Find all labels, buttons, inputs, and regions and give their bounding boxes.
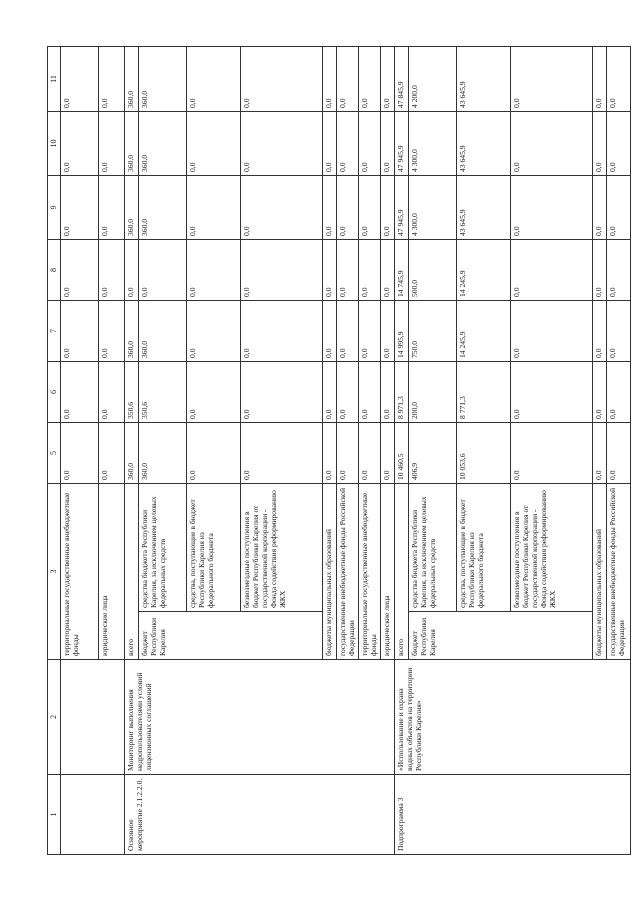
cell-value: 0,0 [139, 240, 187, 301]
cell-value: 0,0 [607, 176, 631, 240]
cell-value: 0,0 [381, 176, 395, 240]
cell-subprogram-name: Подпрограмма 3 [395, 775, 631, 855]
cell-value: 0,0 [61, 301, 99, 362]
cell-value: 0,0 [187, 301, 241, 362]
cell-value: 0,0 [511, 301, 593, 362]
budget-table [47, 46, 631, 855]
cell-col2 [61, 660, 125, 775]
cell-value: 0,0 [593, 176, 607, 240]
cell-value: 0,0 [593, 240, 607, 301]
cell-value: 0,0 [241, 47, 323, 112]
cell-value: 0,0 [381, 47, 395, 112]
cell-value: 360,0 [139, 301, 187, 362]
cell-value: 14 245,9 [457, 240, 511, 301]
cell-value: 0,0 [241, 240, 323, 301]
cell-value: 14 995,9 [395, 301, 409, 362]
cell-value: 350,6 [125, 362, 139, 423]
cell-value: 0,0 [359, 240, 381, 301]
cell-value: 0,0 [99, 112, 125, 176]
cell-value: 0,0 [381, 112, 395, 176]
cell-source: средства, поступающие в бюджет Республики Карелия из федерального бюджета [457, 484, 511, 612]
cell-value: 750,0 [409, 301, 457, 362]
cell-source: территориальные государственные внебюджетные фонды [61, 484, 99, 660]
cell-value: 360,0 [139, 47, 187, 112]
cell-value: 0,0 [593, 112, 607, 176]
header-col-11: 11 [48, 47, 61, 112]
cell-value: 0,0 [337, 47, 359, 112]
cell-value: 0,0 [359, 176, 381, 240]
table-row [125, 47, 139, 855]
cell-value: 360,0 [125, 301, 139, 362]
cell-value: 0,0 [511, 240, 593, 301]
header-col-6: 6 [48, 362, 61, 423]
cell-value: 360,0 [139, 112, 187, 176]
cell-value: 0,0 [99, 423, 125, 484]
rotated-table-wrapper [47, 47, 626, 855]
cell-value: 500,0 [409, 240, 457, 301]
cell-value: 0,0 [99, 240, 125, 301]
cell-value: 360,0 [139, 423, 187, 484]
cell-value: 0,0 [187, 47, 241, 112]
cell-value: 200,0 [409, 362, 457, 423]
cell-budget-group: бюджет Республики Карелия [409, 612, 593, 660]
cell-value: 0,0 [511, 47, 593, 112]
cell-measure-name: Основное мероприятие 2.1.2.2.0. [125, 775, 395, 855]
cell-value: 10 053,6 [457, 423, 511, 484]
cell-value: 0,0 [241, 423, 323, 484]
cell-value: 0,0 [381, 240, 395, 301]
cell-value: 0,0 [187, 240, 241, 301]
cell-value: 0,0 [99, 362, 125, 423]
cell-value: 0,0 [337, 112, 359, 176]
cell-value: 47 845,9 [395, 47, 409, 112]
cell-value: 0,0 [593, 47, 607, 112]
header-col-10: 10 [48, 112, 61, 176]
cell-value: 0,0 [241, 301, 323, 362]
cell-source: безвозмездные поступления в бюджет Республики Карелия от государственной корпорации - Фонда содействия реформированию ЖКХ [241, 484, 323, 612]
cell-source: государственные внебюджетные фонды Российской Федерации [607, 484, 631, 660]
cell-value: 14 745,9 [395, 240, 409, 301]
cell-value: 360,0 [125, 47, 139, 112]
cell-value: 0,0 [323, 240, 337, 301]
table-row [395, 47, 409, 855]
cell-value: 0,0 [337, 362, 359, 423]
header-row [48, 47, 61, 855]
cell-value: 0,0 [187, 423, 241, 484]
cell-value: 0,0 [359, 301, 381, 362]
cell-value: 0,0 [381, 362, 395, 423]
cell-value: 0,0 [511, 176, 593, 240]
cell-value: 0,0 [187, 112, 241, 176]
cell-value: 350,6 [139, 362, 187, 423]
header-col-9: 9 [48, 176, 61, 240]
cell-value: 0,0 [511, 423, 593, 484]
cell-col1 [61, 775, 125, 855]
cell-value: 0,0 [323, 362, 337, 423]
cell-value: 8 971,3 [395, 362, 409, 423]
cell-value: 360,0 [139, 176, 187, 240]
cell-value: 0,0 [61, 423, 99, 484]
cell-value: 0,0 [337, 301, 359, 362]
cell-value: 0,0 [607, 423, 631, 484]
cell-value: 0,0 [337, 423, 359, 484]
cell-value: 0,0 [593, 423, 607, 484]
cell-value: 0,0 [61, 47, 99, 112]
cell-value: 4 200,0 [409, 47, 457, 112]
cell-value: 0,0 [359, 362, 381, 423]
cell-value: 0,0 [359, 47, 381, 112]
cell-value: 43 645,9 [457, 176, 511, 240]
cell-source: средства бюджета Республики Карелия, за исключением целевых федеральных средств [409, 484, 457, 612]
header-col-7: 7 [48, 301, 61, 362]
cell-value: 0,0 [61, 176, 99, 240]
cell-value: 0,0 [241, 362, 323, 423]
cell-value: 0,0 [61, 362, 99, 423]
header-col-2: 2 [48, 660, 61, 775]
cell-value: 47 945,9 [395, 112, 409, 176]
cell-value: 0,0 [511, 362, 593, 423]
table-row [61, 47, 99, 855]
cell-source: всего [395, 484, 409, 660]
cell-source: средства, поступающие в бюджет Республики Карелия из федерального бюджета [187, 484, 241, 612]
cell-value: 0,0 [593, 301, 607, 362]
cell-value: 360,0 [125, 176, 139, 240]
cell-value: 4 300,0 [409, 176, 457, 240]
cell-value: 0,0 [323, 112, 337, 176]
header-col-1: 1 [48, 775, 61, 855]
header-col-3: 3 [48, 484, 61, 660]
cell-value: 0,0 [187, 176, 241, 240]
cell-value: 0,0 [607, 362, 631, 423]
cell-source: юридические лица [99, 484, 125, 660]
cell-value: 0,0 [607, 112, 631, 176]
cell-value: 0,0 [99, 47, 125, 112]
cell-value: 0,0 [381, 301, 395, 362]
cell-value: 0,0 [241, 112, 323, 176]
cell-value: 0,0 [337, 240, 359, 301]
cell-value: 0,0 [99, 176, 125, 240]
cell-value: 43 645,9 [457, 47, 511, 112]
cell-value: 0,0 [61, 112, 99, 176]
cell-source: бюджеты муниципальных образований [593, 484, 607, 660]
cell-source: юридические лица [381, 484, 395, 660]
cell-budget-group: бюджет Республики Карелия [139, 612, 323, 660]
cell-value: 47 945,9 [395, 176, 409, 240]
cell-value: 406,9 [409, 423, 457, 484]
cell-value: 43 645,9 [457, 112, 511, 176]
cell-value: 0,0 [607, 47, 631, 112]
cell-value: 0,0 [323, 423, 337, 484]
cell-value: 0,0 [511, 112, 593, 176]
cell-value: 0,0 [241, 176, 323, 240]
cell-value: 0,0 [323, 47, 337, 112]
cell-value: 0,0 [323, 301, 337, 362]
cell-value: 14 245,9 [457, 301, 511, 362]
cell-value: 10 460,5 [395, 423, 409, 484]
cell-source: государственные внебюджетные фонды Российской Федерации [337, 484, 359, 660]
cell-value: 0,0 [99, 301, 125, 362]
cell-value: 0,0 [323, 176, 337, 240]
cell-source: всего [125, 484, 139, 660]
cell-value: 0,0 [381, 423, 395, 484]
cell-subprogram-description: «Использование и охрана водных объектов на территории Республики Карелия» [395, 660, 631, 775]
cell-value: 360,0 [125, 112, 139, 176]
cell-source: безвозмездные поступления в бюджет Республики Карелия от государственной корпорации - Фонда содействия реформированию ЖКХ [511, 484, 593, 612]
cell-measure-description: Мониторинг выполнения недропользователями условий лицензионных соглашений [125, 660, 395, 775]
header-col-8: 8 [48, 240, 61, 301]
cell-value: 4 300,0 [409, 112, 457, 176]
header-col-5: 5 [48, 423, 61, 484]
cell-value: 0,0 [359, 112, 381, 176]
cell-value: 0,0 [359, 423, 381, 484]
document-page [47, 47, 626, 855]
cell-value: 0,0 [61, 240, 99, 301]
cell-value: 0,0 [337, 176, 359, 240]
cell-source: средства бюджета Республики Карелия, за исключением целевых федеральных средств [139, 484, 187, 612]
cell-value: 0,0 [593, 362, 607, 423]
cell-value: 0,0 [607, 301, 631, 362]
cell-value: 0,0 [125, 240, 139, 301]
cell-value: 0,0 [607, 240, 631, 301]
cell-source: бюджеты муниципальных образований [323, 484, 337, 660]
cell-source: территориальные государственные внебюджетные фонды [359, 484, 381, 660]
cell-value: 8 771,3 [457, 362, 511, 423]
cell-value: 360,0 [125, 423, 139, 484]
cell-value: 0,0 [187, 362, 241, 423]
